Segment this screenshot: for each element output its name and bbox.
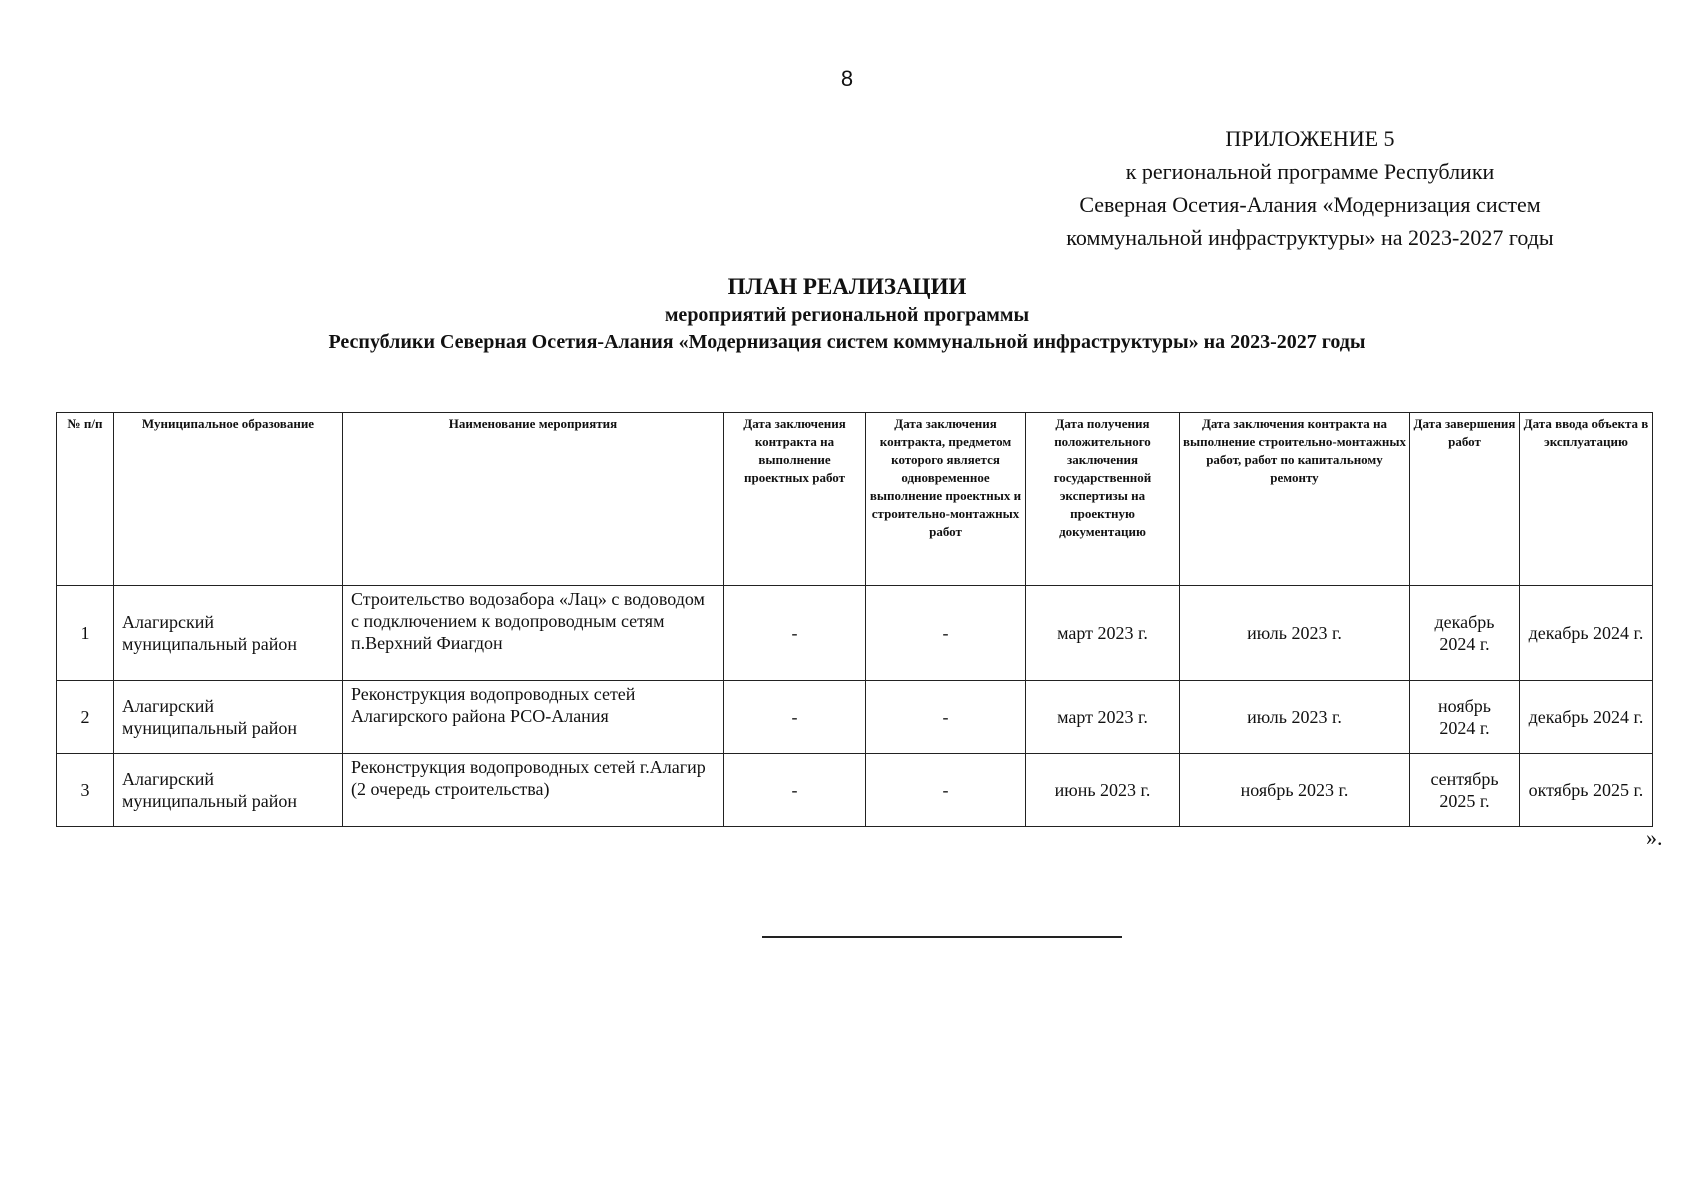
- appendix-line: к региональной программе Республики: [1125, 159, 1495, 184]
- cell-commissioning-date: декабрь 2024 г.: [1520, 586, 1653, 681]
- cell-construction-contract-date: ноябрь 2023 г.: [1180, 754, 1410, 827]
- appendix-header: [1010, 122, 1610, 254]
- cell-design-contract-date: -: [724, 754, 866, 827]
- cell-expertise-date: июнь 2023 г.: [1026, 754, 1180, 827]
- closing-quote: ».: [1646, 825, 1663, 850]
- cell-completion-date: сентябрь 2025 г.: [1410, 754, 1520, 827]
- cell-combined-contract-date: -: [866, 681, 1026, 754]
- cell-commissioning-date: октябрь 2025 г.: [1520, 754, 1653, 827]
- cell-construction-contract-date: июль 2023 г.: [1180, 586, 1410, 681]
- header-completion-date: Дата завершения работ: [1410, 413, 1520, 586]
- cell-construction-contract-date: июль 2023 г.: [1180, 681, 1410, 754]
- cell-expertise-date: март 2023 г.: [1026, 586, 1180, 681]
- table-header-row: [57, 413, 1653, 586]
- cell-combined-contract-date: -: [866, 754, 1026, 827]
- header-num: № п/п: [57, 413, 114, 586]
- cell-municipality: Алагирский муниципальный район: [114, 681, 343, 754]
- header-event-name: Наименование мероприятия: [343, 413, 724, 586]
- page-number: 8: [840, 66, 854, 91]
- header-expertise-date: Дата получения положительного заключения государственной экспертизы на проектную документацию: [1026, 413, 1180, 586]
- table-row: [57, 681, 1653, 754]
- header-combined-contract-date: Дата заключения контракта, предметом которого является одновременное выполнение проектных и строительно-монтажных работ: [866, 413, 1026, 586]
- header-construction-contract-date: Дата заключения контракта на выполнение строительно-монтажных работ, работ по капитальному ремонту: [1180, 413, 1410, 586]
- cell-municipality: Алагирский муниципальный район: [114, 586, 343, 681]
- table-row: [57, 754, 1653, 827]
- cell-num: 1: [57, 586, 114, 681]
- cell-combined-contract-date: -: [866, 586, 1026, 681]
- cell-commissioning-date: декабрь 2024 г.: [1520, 681, 1653, 754]
- title-main: ПЛАН РЕАЛИЗАЦИИ: [727, 274, 967, 299]
- appendix-line: коммунальной инфраструктуры» на 2023-2027 годы: [1066, 225, 1554, 250]
- cell-completion-date: ноябрь 2024 г.: [1410, 681, 1520, 754]
- cell-event-name: Реконструкция водопроводных сетей Алагирского района РСО-Алания: [343, 681, 724, 754]
- cell-design-contract-date: -: [724, 681, 866, 754]
- cell-num: 2: [57, 681, 114, 754]
- implementation-plan-table: [56, 412, 1653, 827]
- cell-completion-date: декабрь 2024 г.: [1410, 586, 1520, 681]
- header-municipality: Муниципальное образование: [114, 413, 343, 586]
- bottom-rule: [762, 936, 1122, 938]
- header-commissioning-date: Дата ввода объекта в эксплуатацию: [1520, 413, 1653, 586]
- appendix-line: Северная Осетия-Алания «Модернизация систем: [1079, 192, 1541, 217]
- appendix-title: ПРИЛОЖЕНИЕ 5: [1225, 126, 1395, 151]
- cell-event-name: Реконструкция водопроводных сетей г.Алагир (2 очередь строительства): [343, 754, 724, 827]
- title-subtitle: мероприятий региональной программы: [664, 304, 1030, 326]
- cell-design-contract-date: -: [724, 586, 866, 681]
- document-title: [0, 272, 1694, 356]
- cell-num: 3: [57, 754, 114, 827]
- cell-municipality: Алагирский муниципальный район: [114, 754, 343, 827]
- title-subtitle: Республики Северная Осетия-Алания «Модернизация систем коммунальной инфраструктуры» на 2023-2027 годы: [328, 331, 1366, 353]
- cell-expertise-date: март 2023 г.: [1026, 681, 1180, 754]
- header-design-contract-date: Дата заключения контракта на выполнение проектных работ: [724, 413, 866, 586]
- cell-event-name: Строительство водозабора «Лац» с водоводом с подключением к водопроводным сетям п.Верхний Фиагдон: [343, 586, 724, 681]
- table-row: [57, 586, 1653, 681]
